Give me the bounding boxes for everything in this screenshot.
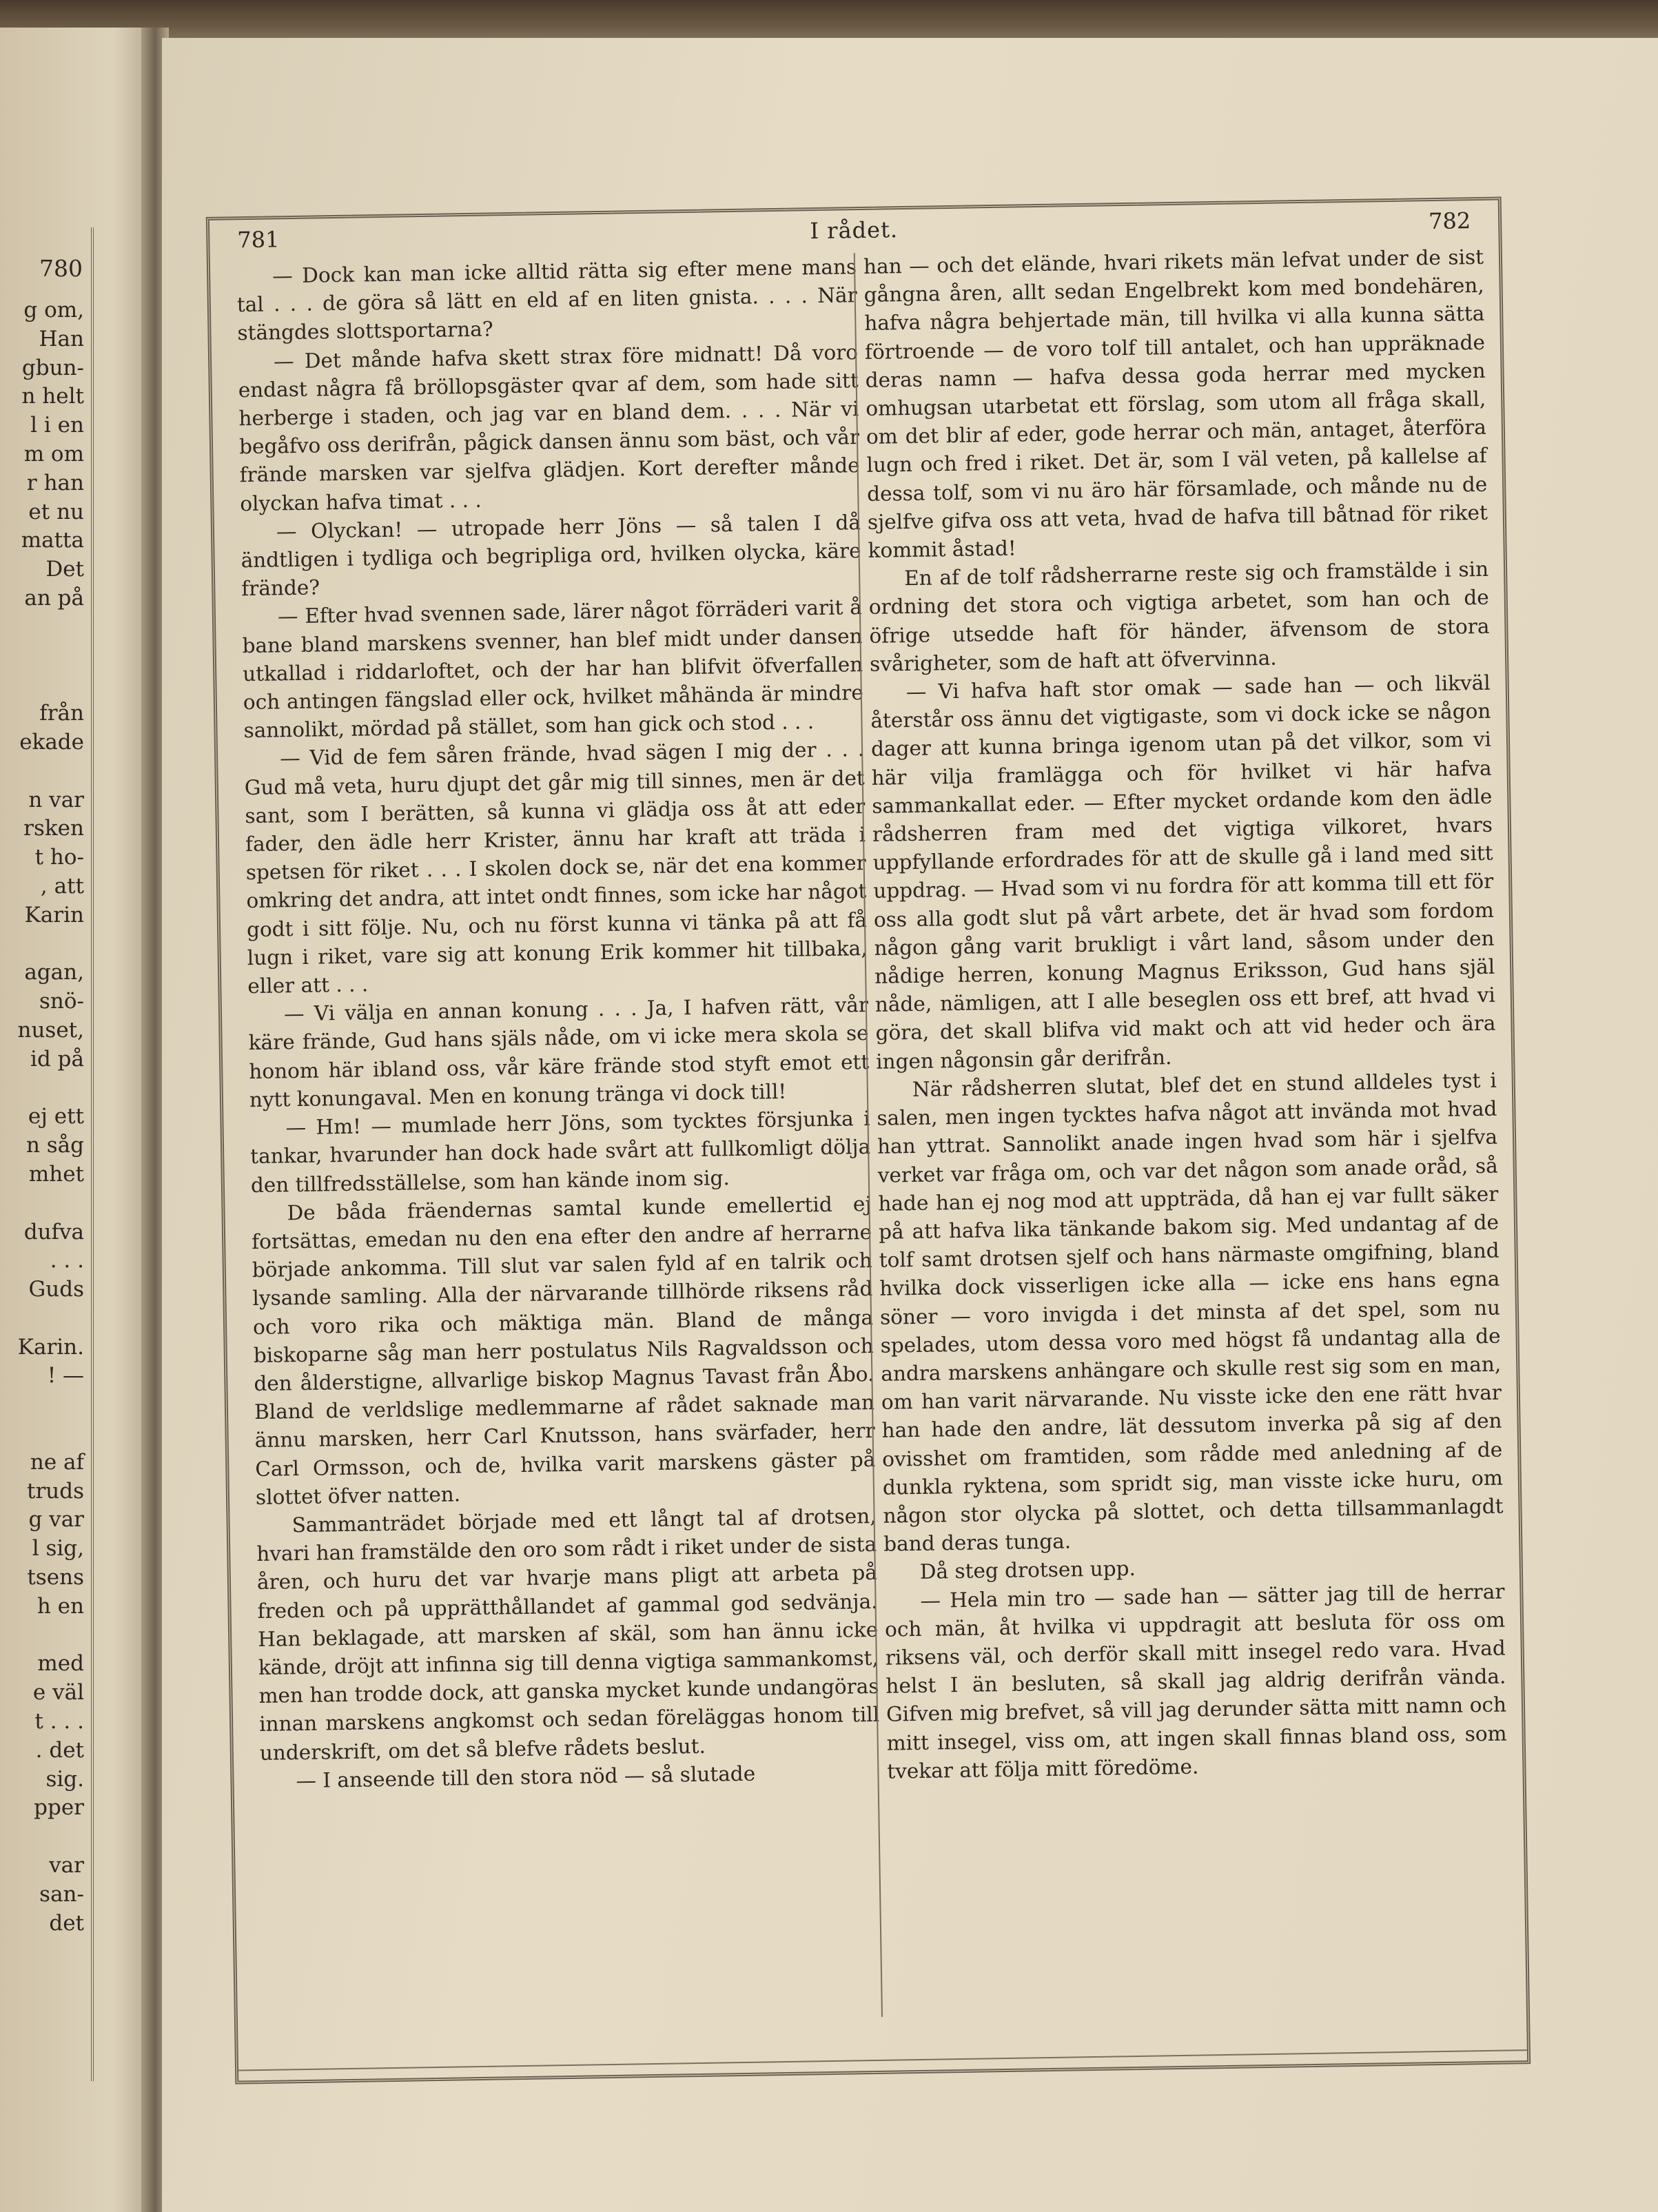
left-page-line: , att (40, 873, 84, 899)
paragraph: — Olyckan! — utropade herr Jöns — så talen I då ändtligen i tydliga och begripliga ord, hvilken olycka, käre frände? (240, 510, 861, 601)
left-page-line: truds (27, 1478, 84, 1504)
left-page-line (0, 1304, 84, 1333)
left-page-line: g om, (23, 298, 84, 322)
left-page-line: gbun- (21, 355, 84, 380)
paragraph: — Hela min tro — sade han — sätter jag till de herrar och män, åt hvilka vi uppdragit att besluta för oss om riksens väl, och derför skall mitt insegel redo vara. Hvad helst I än besluten, så skall jag aldrig derifrån vända. Gifven mig brefvet, så vill jag derunder sätta mitt namn och mitt insegel, viss om, att ingen skall finnas bland oss, som tvekar att följa mitt föredöme. (884, 1579, 1507, 1783)
paragraph: — Vi hafva haft stor omak — sade han — och likväl återstår oss ännu det vigtigaste, som vi dock icke se någon dager att kunna bringa igenom utan på det vilkor, som vi här vilja framlägga och för hvilket vi här hafva sammankallat eder. — Efter mycket ordande kom den ädle rådsherren fram med det vigtiga vilkoret, hvars uppfyllande erfordrades för att de skulle gå i land med sitt uppdrag. — Hvad som vi nu fordra för att komma till ett för oss alla godt slut på vårt arbete, det är hvad som fordom någon gång varit brukligt i vårt land, såsom under den nådige herren, konung Magnus Eriksson, Gud hans själ nåde, nämligen, att I alle beseglen oss ett bref, att hvad vi göra, det skall blifva vid makt och att vid heder och ära ingen någonsin går derifrån. (870, 670, 1496, 1074)
paragraph: — Det månde hafva skett strax före midnatt! Då voro endast några få bröllopsgäster qvar af dem, som hade sitt herberge i staden, och jag var en bland dem. . . . När vi begåfvo oss derifrån, pågick dansen ännu som bäst, och vår frände marsken var sjelfva glädjen. Kort derefter månde olyckan hafva timat . . . (238, 340, 860, 515)
left-page-line: sig. (45, 1766, 84, 1792)
left-page-line: . det (35, 1737, 84, 1763)
paragraph: han — och det elände, hvari rikets män lefvat under de sist gångna åren, allt sedan Engelbrekt kom med bondehären, hafva några behjertade män, till hvilka vi alla kunna sätta förtroende — de voro tolf till antalet, och han uppräknade deras namn — hafva dessa goda herrar med mycken omhugsan utarbetat ett förslag, som utom all fråga skall, om det blir af eder, gode herrar och män, antaget, återföra lugn och fred i riket. Det är, som I väl veten, på kallelse af dessa tolf, som vi nu äro här församlade, och månde nu de sjelfve gifva oss att veta, hvad de hafva till båtnad för riket kommit åstad! (863, 245, 1488, 562)
left-page-line: Han (39, 326, 84, 351)
paragraph: Då steg drotsen upp. (919, 1557, 1136, 1584)
left-page-line: tsens (27, 1565, 84, 1590)
paragraph: — I anseende till den stora nöd — så slutade (296, 1761, 756, 1792)
left-page-line (0, 1420, 84, 1448)
left-page-text-fragments (0, 296, 84, 1938)
left-page-line: med (37, 1651, 84, 1677)
left-page-line: Det (45, 557, 84, 582)
left-page-line: nuset, (17, 1017, 84, 1043)
left-page-line: Karin (24, 902, 84, 928)
text-frame (206, 196, 1531, 2084)
left-page-line: h en (37, 1593, 84, 1619)
left-page-line (0, 1621, 84, 1650)
left-page-line: ekade (19, 729, 84, 755)
running-title: I rådet. (810, 216, 899, 245)
left-page-line: matta (21, 528, 84, 553)
left-page-line: g var (28, 1507, 84, 1533)
left-page-line: e väl (32, 1680, 84, 1706)
text-column-right (863, 243, 1508, 1786)
page-number-right: 782 (1428, 207, 1471, 235)
paragraph: — Dock kan man icke alltid rätta sig efter mene mans tal . . . de göra så lätt en eld af en liten gnista. . . . När stängdes slottsportarna? (236, 255, 857, 345)
paragraph: — Vi välja en annan konung . . . Ja, I hafven rätt, vår käre frände, Gud hans själs nåde, om vi icke mera skola se honom här ibland oss, vår käre frände stod styft emot ett nytt konungaval. Men en konung tränga vi dock till! (248, 993, 870, 1112)
left-page-line (0, 642, 84, 671)
paragraph: De båda fräendernas samtal kunde emellertid ej fortsättas, emedan nu den ena efter den andre af herrarne började ankomma. Till slut var salen fyld af en talrik och lysande samling. Alla der närvarande tillhörde riksens råd och voro rika och mäktiga män. Bland de många biskoparne såg man herr postulatus Nils Ragvaldsson och den ålderstigne, allvarlige biskop Magnus Tavast från Åbo. Bland de verldslige medlemmarne af rådet saknade man ännu marsken, herr Carl Knutsson, hans svärfader, herr Carl Ormsson, och de, hvilka varit marskens gäster på slottet öfver natten. (251, 1191, 876, 1509)
left-page-line: det (49, 1910, 84, 1936)
left-page-line (0, 1823, 84, 1852)
left-page-line: var (49, 1853, 84, 1878)
left-page-line: pper (34, 1795, 84, 1821)
left-page-line (0, 1391, 84, 1420)
left-page-line (0, 1074, 84, 1103)
left-page-line: n var (28, 787, 84, 812)
left-page-line: t ho- (34, 845, 84, 870)
left-page-line: n helt (21, 384, 84, 409)
text-column-left (236, 253, 881, 1796)
paragraph: — Efter hvad svennen sade, lärer något förräderi varit å bane bland marskens svenner, han blef midt under dansen utkallad i riddarloftet, och der har han blifvit öfverfallen och antingen fängslad eller ock, hvilket måhända är mindre sannolikt, mördad på stället, som han gick och stod . . . (242, 595, 864, 743)
left-page-line: . . . (50, 1248, 84, 1273)
left-page-line: t . . . (34, 1709, 84, 1734)
left-page-line: snö- (39, 989, 84, 1014)
left-page-line (0, 757, 84, 786)
left-page-number: 780 (39, 255, 83, 282)
paragraph: Sammanträdet började med ett långt tal af drotsen, hvari han framstälde den oro som rådt i riket under de sista åren, och huru det var hvarje mans pligt att arbeta på freden och på upprätthållandet af gammal god sedvänja. Han beklagade, att marsken af skäl, som han ännu icke kände, dröjt att infinna sig till denna vigtiga sammankomst, men han trodde dock, att ganska mycket kunde undangöras innan marskens angkomst och sedan föreläggas honom till underskrift, om det så blefve rådets beslut. (256, 1504, 880, 1765)
left-page-line: agan, (24, 960, 84, 985)
paragraph: — Vid de fem såren frände, hvad sägen I mig der . . . Gud må veta, huru djupt det går mig till sinnes, men är det sant, som I berätten, så kunna vi glädja oss åt att eder fader, den ädle herr Krister, ännu har kraft att träda i spetsen för riket . . . I skolen dock se, när det ena kommer omkring det andra, att intet ondt finnes, som icke har något godt i sitt följe. Nu, och nu först kunna vi tänka på att få lugn i riket, vare sig att konung Erik kommer hit tillbaka, eller att . . . (244, 737, 868, 999)
left-page-line: dufva (23, 1219, 84, 1245)
left-page-line: l sig, (32, 1536, 84, 1561)
left-page-line: m om (23, 441, 84, 467)
left-page-line: an på (24, 585, 84, 611)
left-page-line: Karin. (17, 1334, 84, 1360)
paragraph: En af de tolf rådsherrarne reste sig och framstälde i sin ordning det stora och vigtiga arbetet, som han och de öfrige utsedde haft för händer, äfvensom de stora svårigheter, som de haft att öfvervinna. (868, 557, 1490, 676)
left-page-line (0, 1189, 84, 1218)
left-page-line: Guds (28, 1277, 84, 1302)
page-number-left: 781 (237, 226, 280, 254)
left-page-line: mhet (28, 1161, 84, 1187)
left-page-line: från (39, 701, 84, 726)
paragraph: När rådsherren slutat, blef det en stund alldeles tyst i salen, men ingen tycktes hafva något att invända mot hvad han yttrat. Sannolikt anade ingen hvad som här i sjelfva verket var fråga om, och var det någon som anade oråd, så hade han ej nog mod att uppträda, då han ej var fullt säker på att hafva lika tänkande bakom sig. Med undantag af de tolf samt drotsen sjelf och hans närmaste omgifning, bland hvilka dock visserligen icke alla — icke ens hans egna söner — voro invigda i det minsta af det spel, som nu spelades, utom dessa voro med högst få undantag alla de andra marskens anhängare och skulle rest sig som en man, om han varit närvarande. Nu visste icke den ene rätt hvar han hade den andre, lät dessutom inverka på sig af den ovisshet om framtiden, som rådde med anledning af de dunkla ryktena, som spridt sig, man visste icke huru, om någon stor olycka på slottet, och detta tillsammanlagdt band deras tunga. (877, 1068, 1504, 1556)
left-page-edge (0, 28, 152, 2212)
left-page-line: l i en (30, 413, 84, 438)
left-page-line (0, 930, 84, 959)
left-page-line: rsken (23, 816, 84, 841)
left-page-line: et nu (28, 499, 84, 524)
left-page-line: ne af (30, 1449, 84, 1475)
left-page-line: id på (30, 1046, 84, 1072)
left-page-line: r han (26, 470, 84, 495)
left-page-line (0, 613, 84, 642)
left-page-line: san- (39, 1881, 84, 1907)
left-page-line: n såg (25, 1133, 84, 1158)
left-page-line: ej ett (28, 1104, 84, 1129)
paragraph: — Hm! — mumlade herr Jöns, som tycktes försjunka i tankar, hvarunder han dock hade svårt att fullkomligt dölja den tillfredsställelse, som han kände inom sig. (249, 1107, 871, 1197)
left-page-line (0, 670, 84, 699)
left-page-line: ! — (47, 1363, 84, 1389)
